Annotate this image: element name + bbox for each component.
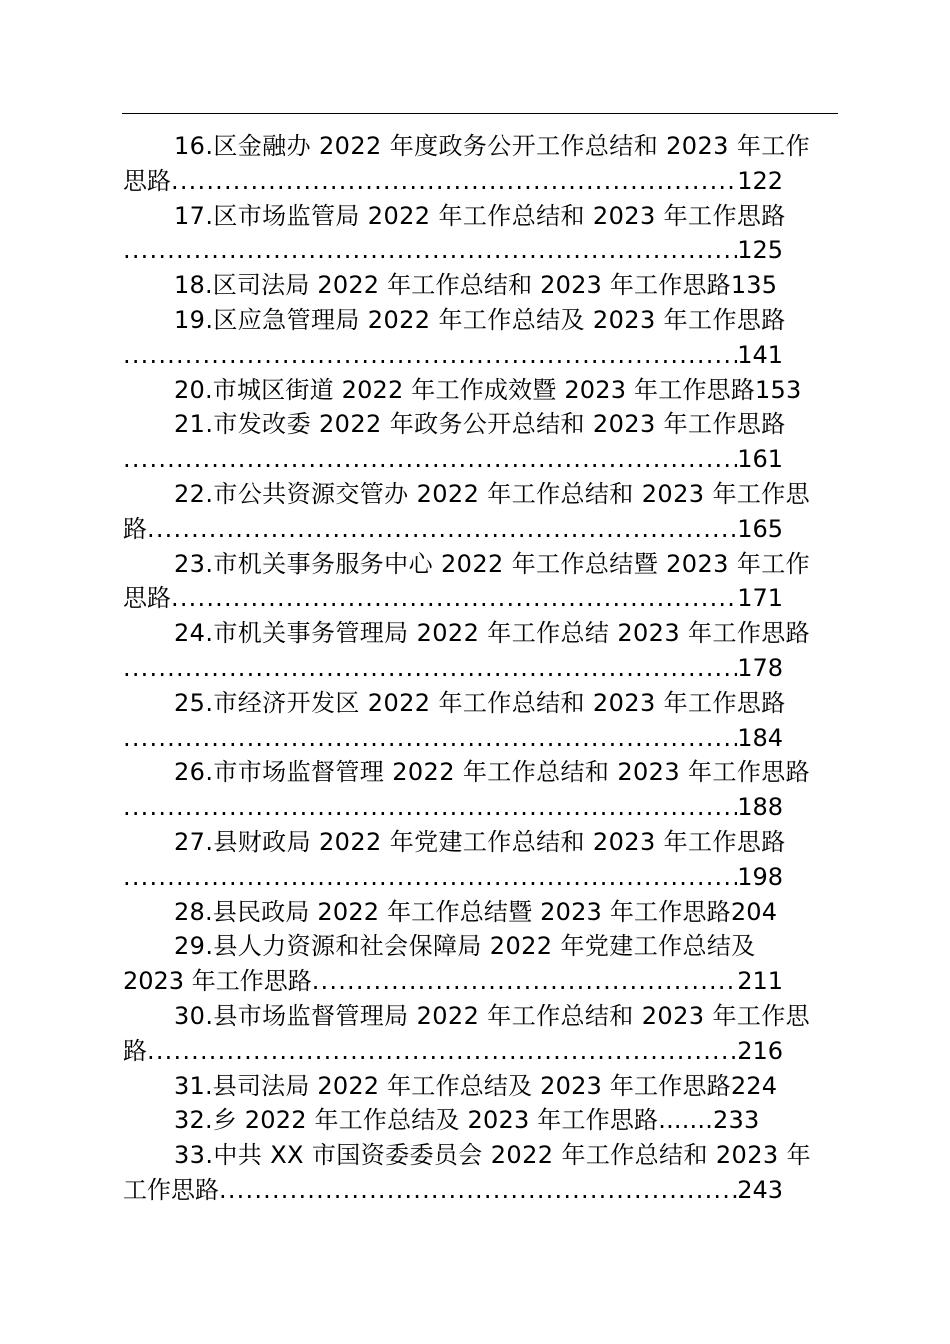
dot-leader: [219, 1173, 737, 1208]
toc-entry-leader-line: [123, 581, 783, 616]
toc-page-number: 184: [737, 723, 783, 752]
toc-entry[interactable]: [123, 686, 838, 756]
toc-page-number: 122: [737, 166, 783, 195]
dot-leader: [147, 1034, 737, 1069]
header-rule: [122, 113, 838, 114]
toc-page-number: 198: [737, 862, 783, 891]
toc-entry[interactable]: [123, 755, 838, 825]
toc-entry-leader-line: [123, 721, 783, 756]
toc-entry-title-text: 22.市公共资源交管办 2022 年工作总结和 2023 年工作思: [174, 479, 811, 508]
toc-entry-leader-line: [123, 442, 783, 477]
toc-entry-title-continuation: 思路: [123, 584, 171, 613]
toc-page-number: 243: [737, 1175, 783, 1204]
toc-entry-text: 31.县司法局 2022 年工作总结及 2023 年工作思路224: [174, 1071, 778, 1100]
toc-entry-title-text: 25.市经济开发区 2022 年工作总结和 2023 年工作思路: [174, 688, 786, 717]
dot-leader: [147, 512, 737, 547]
toc-page-number: 161: [737, 445, 783, 474]
dot-leader: [171, 581, 737, 616]
toc-entry-title: [123, 303, 838, 338]
toc-entry[interactable]: [123, 129, 838, 199]
toc-entry[interactable]: [123, 1103, 838, 1138]
toc-entry-title: [123, 825, 838, 860]
toc-page-number: 125: [737, 236, 783, 265]
toc-page-number: 178: [737, 653, 783, 682]
toc-entry-title: [123, 755, 838, 790]
toc-entry-title: [123, 547, 838, 582]
toc-entry[interactable]: [123, 929, 838, 999]
toc-entry-title-text: 17.区市场监管局 2022 年工作总结和 2023 年工作思路: [174, 201, 786, 230]
toc-entry-title-continuation: 路: [123, 514, 147, 543]
toc-entry-leader-line: [123, 338, 783, 373]
toc-entry-text: 28.县民政局 2022 年工作总结暨 2023 年工作思路204: [174, 897, 778, 926]
toc-entry[interactable]: [123, 407, 838, 477]
toc-entry[interactable]: [123, 1069, 838, 1104]
dot-leader: [123, 442, 737, 477]
toc-entry-title-text: 26.市市场监督管理 2022 年工作总结和 2023 年工作思路: [174, 758, 811, 787]
toc-entry-title: [123, 1138, 838, 1173]
toc-page-number: 216: [737, 1036, 783, 1065]
table-of-contents: [123, 129, 838, 1208]
toc-entry-text: 20.市城区街道 2022 年工作成效暨 2023 年工作思路153: [174, 375, 802, 404]
dot-leader: [312, 964, 737, 999]
dot-leader: [123, 338, 737, 373]
toc-entry[interactable]: [123, 895, 838, 930]
toc-entry-leader-line: [123, 790, 783, 825]
toc-entry-title: [123, 929, 838, 964]
toc-entry-title: [123, 999, 838, 1034]
toc-entry-title: [123, 686, 838, 721]
toc-entry-title: [123, 616, 838, 651]
toc-entry-title-continuation: 路: [123, 1036, 147, 1065]
dot-leader: [123, 860, 737, 895]
toc-entry-title-text: 27.县财政局 2022 年党建工作总结和 2023 年工作思路: [174, 827, 786, 856]
toc-entry[interactable]: [123, 199, 838, 269]
toc-entry-leader-line: [123, 1034, 783, 1069]
toc-entry-title-text: 16.区金融办 2022 年度政务公开工作总结和 2023 年工作: [174, 132, 811, 160]
toc-entry-leader-line: [123, 512, 783, 547]
toc-entry[interactable]: [123, 547, 838, 617]
toc-entry-title: [123, 407, 838, 442]
toc-entry-title-text: 33.中共 XX 市国资委委员会 2022 年工作总结和 2023 年: [174, 1141, 811, 1170]
toc-entry[interactable]: [123, 373, 838, 408]
toc-entry-title-text: 21.市发改委 2022 年政务公开总结和 2023 年工作思路: [174, 410, 786, 439]
toc-entry-leader-line: [123, 233, 783, 268]
toc-page-number: 165: [737, 514, 783, 543]
toc-entry[interactable]: [123, 477, 838, 547]
toc-entry-leader-line: [123, 1173, 783, 1208]
toc-entry-title-text: 24.市机关事务管理局 2022 年工作总结 2023 年工作思路: [174, 619, 811, 648]
toc-entry-title-text: 30.县市场监督管理局 2022 年工作总结和 2023 年工作思: [174, 1001, 811, 1030]
dot-leader: [123, 790, 737, 825]
toc-page-number: 141: [737, 340, 783, 369]
toc-entry-title-continuation: 工作思路: [123, 1175, 219, 1204]
dot-leader: [171, 164, 737, 199]
dot-leader: [123, 651, 737, 686]
toc-entry[interactable]: [123, 268, 838, 303]
toc-entry[interactable]: [123, 1138, 838, 1208]
toc-entry-text: 32.乡 2022 年工作总结及 2023 年工作思路.......233: [174, 1106, 760, 1135]
toc-entry-leader-line: [123, 164, 783, 199]
toc-entry-title: [123, 477, 838, 512]
toc-entry-text: 18.区司法局 2022 年工作总结和 2023 年工作思路135: [174, 271, 778, 300]
toc-entry[interactable]: [123, 303, 838, 373]
toc-page-number: 211: [737, 967, 783, 996]
toc-entry[interactable]: [123, 999, 838, 1069]
toc-entry-title-continuation: 思路: [123, 166, 171, 195]
dot-leader: [123, 721, 737, 756]
toc-entry-title: [123, 129, 838, 164]
toc-entry-title: [123, 199, 838, 234]
toc-entry-title-text: 29.县人力资源和社会保障局 2022 年党建工作总结及: [174, 932, 756, 961]
toc-entry[interactable]: [123, 825, 838, 895]
toc-page-number: 171: [737, 584, 783, 613]
toc-entry-title-continuation: 2023 年工作思路: [123, 967, 312, 996]
toc-entry-leader-line: [123, 651, 783, 686]
dot-leader: [123, 233, 737, 268]
toc-entry-leader-line: [123, 964, 783, 999]
toc-page-number: 188: [737, 793, 783, 822]
toc-entry-leader-line: [123, 860, 783, 895]
toc-entry-title-text: 19.区应急管理局 2022 年工作总结及 2023 年工作思路: [174, 305, 786, 334]
toc-entry-title-text: 23.市机关事务服务中心 2022 年工作总结暨 2023 年工作: [174, 549, 811, 578]
toc-entry[interactable]: [123, 616, 838, 686]
